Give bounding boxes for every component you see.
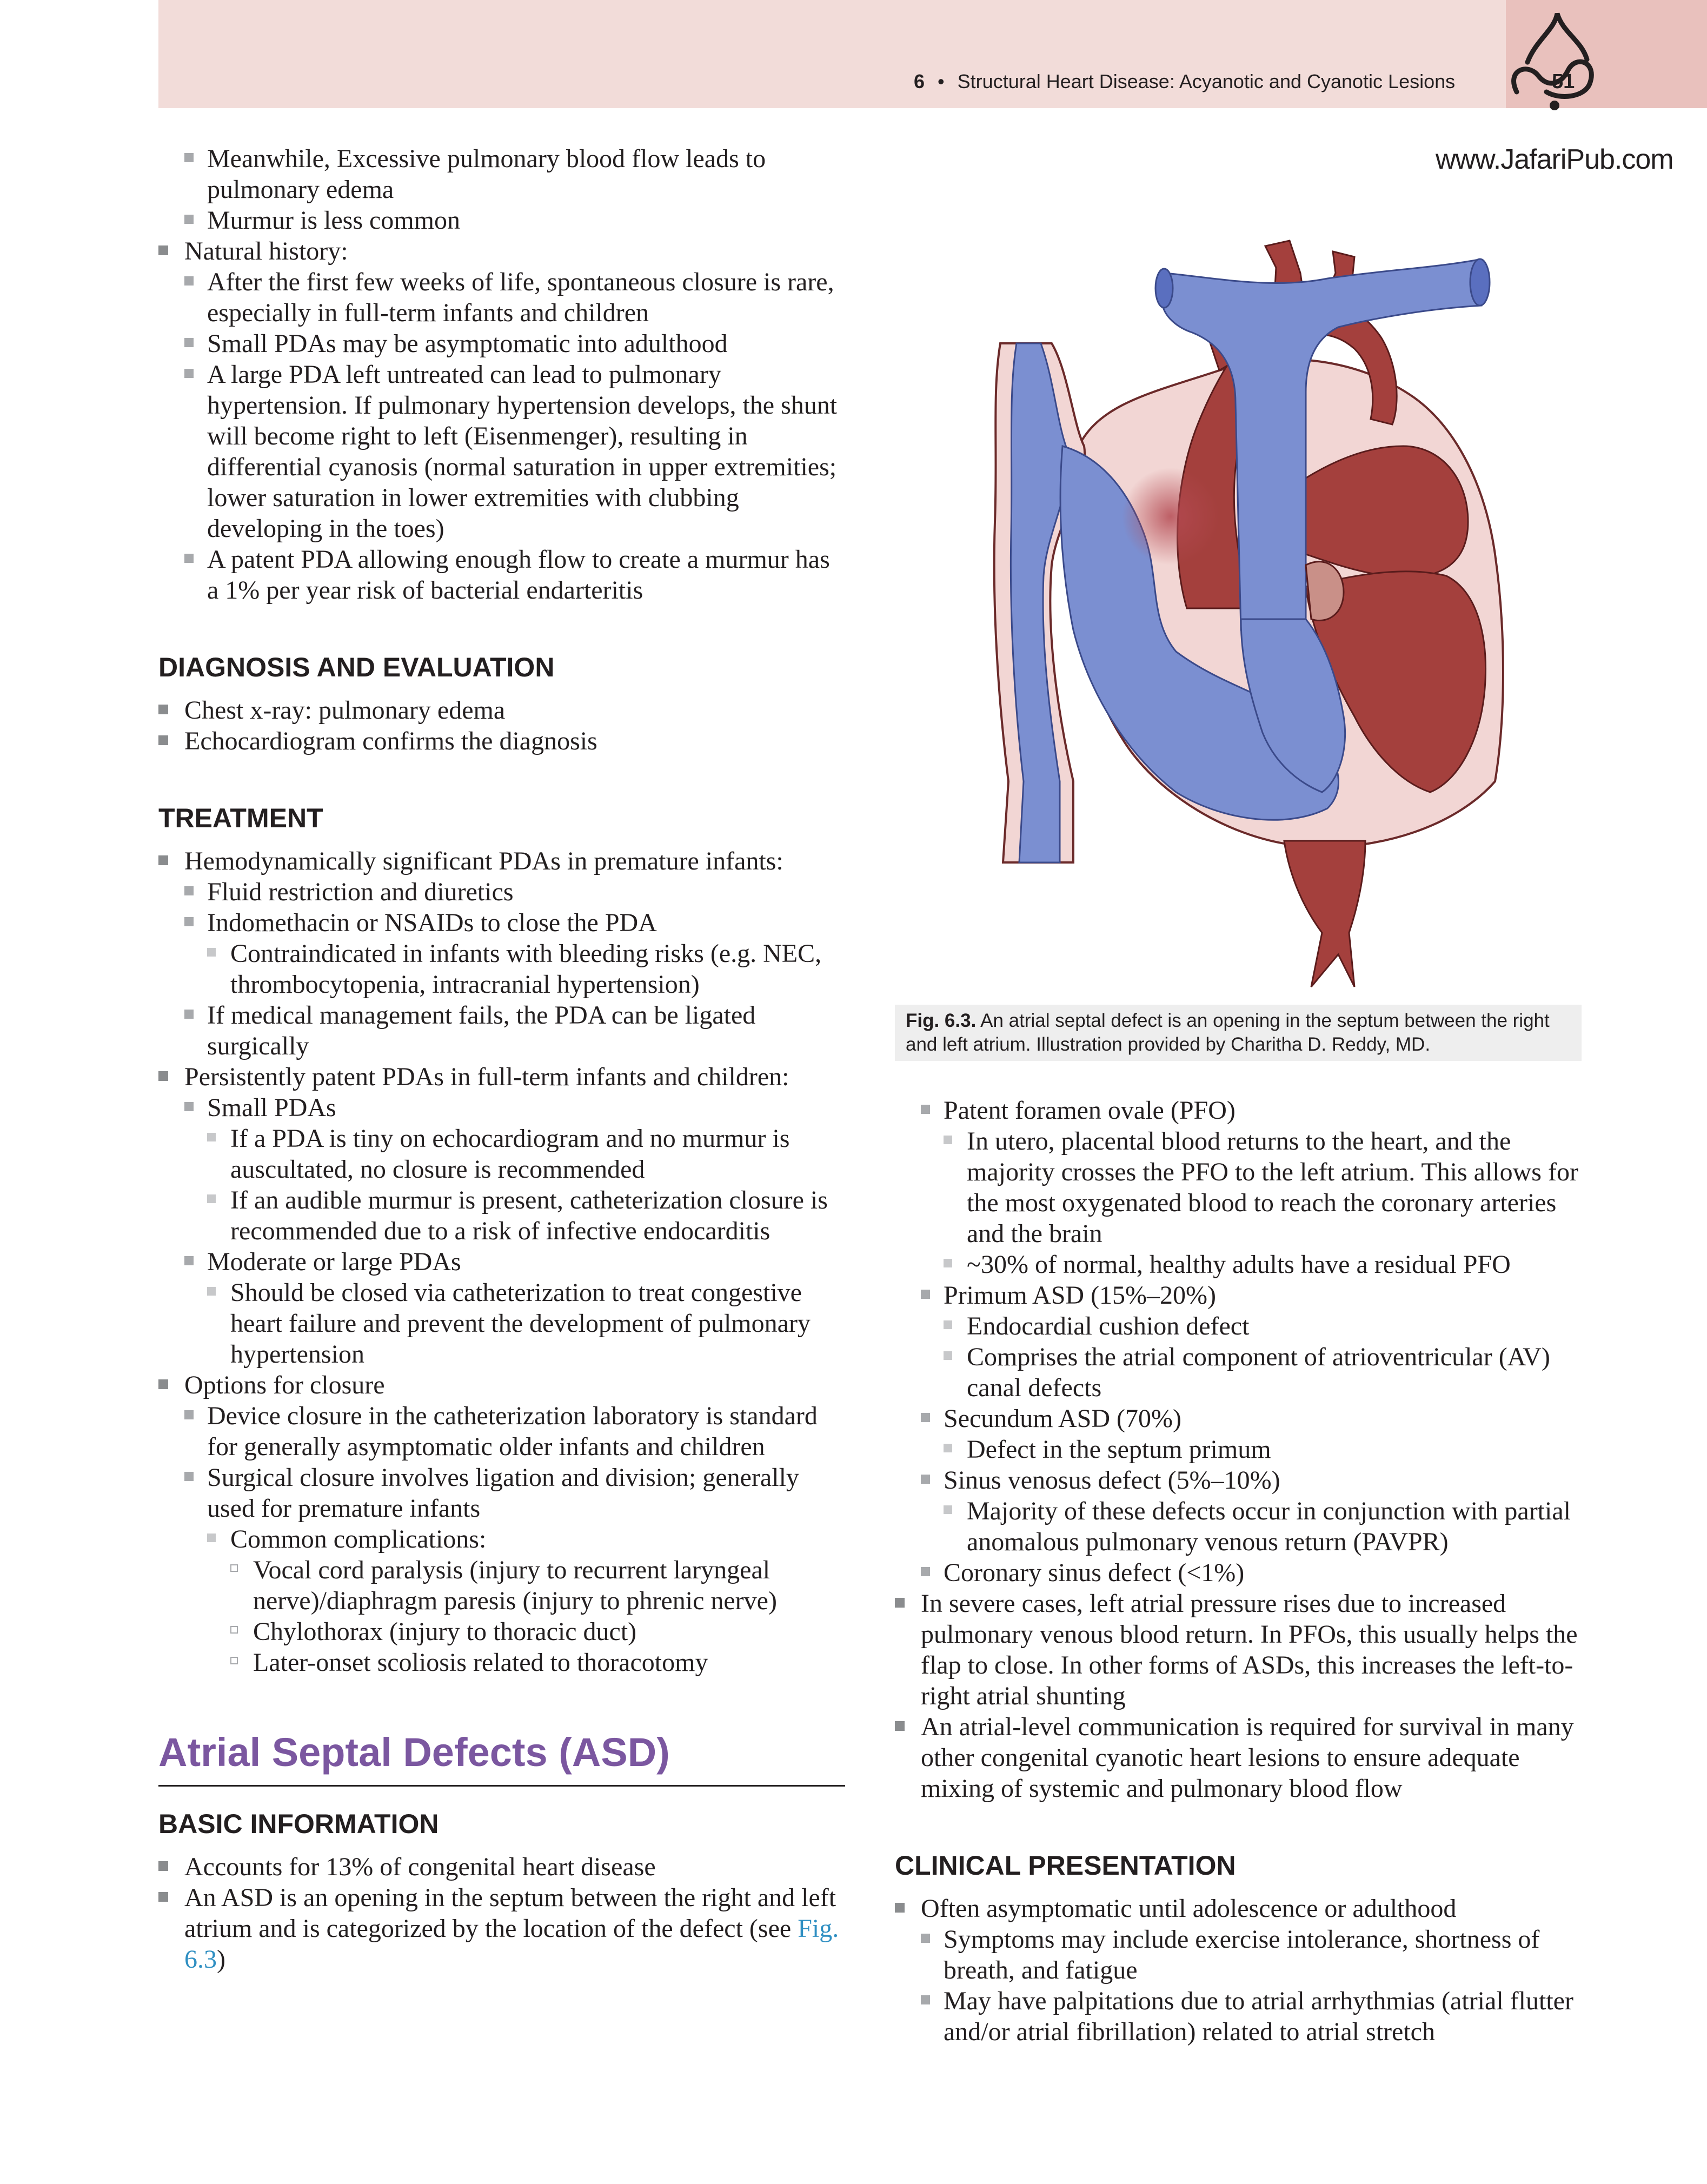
list-item — [158, 1524, 845, 1555]
list-item — [158, 236, 845, 267]
bullet-icon — [921, 1105, 930, 1114]
figure-caption-text: An atrial septal defect is an opening in the septum between the right and left atrium. Illustration provided by Charitha D. Reddy, MD. — [906, 1010, 1550, 1055]
bullet-icon — [158, 705, 168, 714]
list-item — [158, 359, 845, 544]
bullet-icon — [184, 1102, 194, 1111]
list-item — [158, 1000, 845, 1061]
list-item-text: Small PDAs may be asymptomatic into adulthood — [207, 329, 728, 358]
bullet-icon — [895, 1721, 905, 1731]
list-item — [158, 1647, 845, 1678]
heart-illustration — [895, 143, 1582, 1003]
list-item-text: Accounts for 13% of congenital heart disease — [184, 1853, 656, 1881]
list-item — [895, 1986, 1582, 2047]
list-item-text: A large PDA left untreated can lead to pulmonary hypertension. If pulmonary hypertension develops, the shunt will become right to left (Eisenmenger), resulting in differential cyanosis (normal saturation in upper extremities; lower saturation in lower extremities with clubbing developing in the toes) — [207, 360, 838, 543]
asd-types-list — [895, 1095, 1582, 1804]
bullet-icon — [207, 1287, 216, 1296]
bullet-icon — [158, 1071, 168, 1081]
list-item — [158, 143, 845, 205]
list-item — [158, 1123, 845, 1185]
list-item-text: Meanwhile, Excessive pulmonary blood flow leads to pulmonary edema — [207, 144, 766, 204]
clinical-list — [895, 1893, 1582, 2047]
bullet-icon — [944, 1505, 952, 1514]
chapter-title: Structural Heart Disease: Acyanotic and Cyanotic Lesions — [957, 70, 1456, 92]
bullet-icon — [184, 338, 194, 347]
list-item-text: Common complications: — [230, 1525, 487, 1554]
list-item-text: Contraindicated in infants with bleeding risks (e.g. NEC, thrombocytopenia, intracranial hypertension) — [230, 939, 822, 999]
list-item-text: Comprises the atrial component of atrioventricular (AV) canal defects — [967, 1343, 1550, 1402]
bullet-icon — [158, 1379, 168, 1389]
list-item — [158, 267, 845, 328]
list-item — [895, 1465, 1582, 1496]
list-item — [158, 1555, 845, 1616]
watermark-url: www.JafariPub.com — [1436, 144, 1673, 175]
pda-natural-history-list — [158, 143, 845, 606]
list-item-text-end: ) — [217, 1945, 225, 1974]
list-item — [895, 1311, 1582, 1342]
bullet-icon — [184, 153, 194, 162]
list-item — [895, 1893, 1582, 1924]
list-item — [895, 1249, 1582, 1280]
list-item-text: ~30% of normal, healthy adults have a residual PFO — [967, 1250, 1511, 1279]
list-item — [895, 1588, 1582, 1711]
bullet-icon — [158, 1861, 168, 1871]
atrial-septal-defect — [1122, 468, 1219, 565]
list-item — [158, 907, 845, 938]
asd-heart-diagram — [895, 143, 1582, 1003]
pulmonary-artery-end — [1470, 259, 1490, 306]
list-item-text: Persistently patent PDAs in full-term infants and children: — [184, 1063, 789, 1091]
list-item-text: Hemodynamically significant PDAs in premature infants: — [184, 847, 783, 875]
list-item-text: Natural history: — [184, 237, 348, 265]
list-item-text: Secundum ASD (70%) — [944, 1404, 1181, 1433]
list-item-text: Chest x-ray: pulmonary edema — [184, 696, 506, 725]
list-item — [895, 1434, 1582, 1465]
list-item — [158, 877, 845, 907]
bullet-icon — [921, 1934, 930, 1943]
bullet-icon — [921, 1567, 930, 1576]
list-item — [158, 1246, 845, 1277]
basic-info-heading: BASIC INFORMATION — [158, 1809, 439, 1839]
list-item — [158, 846, 845, 877]
bullet-icon — [184, 276, 194, 286]
bullet-icon — [895, 1903, 905, 1913]
list-item — [895, 1496, 1582, 1557]
bullet-icon — [921, 1475, 930, 1484]
list-item — [895, 1924, 1582, 1986]
bullet-icon — [184, 554, 194, 563]
bullet-icon — [184, 1256, 194, 1265]
diagnosis-list — [158, 695, 845, 756]
list-item-text: Surgical closure involves ligation and division; generally used for premature infants — [207, 1463, 799, 1523]
list-item — [158, 205, 845, 236]
list-item-text: Later-onset scoliosis related to thoracotomy — [253, 1648, 708, 1677]
header-separator: • — [938, 70, 945, 92]
list-item — [158, 1092, 845, 1123]
list-item — [158, 1882, 845, 1975]
list-item — [158, 938, 845, 1000]
bullet-icon — [158, 735, 168, 745]
list-item-text: Chylothorax (injury to thoracic duct) — [253, 1617, 637, 1646]
bullet-icon — [921, 1290, 930, 1299]
list-item — [158, 328, 845, 359]
list-item-text: An atrial-level communication is required for survival in many other congenital cyanotic heart lesions to ensure adequate mixing of systemic and pulmonary blood flow — [921, 1712, 1574, 1803]
list-item — [158, 1400, 845, 1462]
list-item-text: If a PDA is tiny on echocardiogram and no murmur is auscultated, no closure is recommended — [230, 1124, 790, 1184]
figure-link[interactable]: Fig. 6.3 — [184, 1914, 839, 1974]
bullet-icon — [944, 1320, 952, 1329]
list-item — [895, 1403, 1582, 1434]
bullet-icon — [921, 1995, 930, 2004]
list-item-text: In utero, placental blood returns to the heart, and the majority crosses the PFO to the left atrium. This allows for the most oxygenated blood to reach the coronary arteries and the brain — [967, 1127, 1578, 1248]
list-item — [158, 1185, 845, 1246]
basic-info-list — [158, 1851, 845, 1975]
treatment-heading: TREATMENT — [158, 803, 323, 833]
list-item — [895, 1280, 1582, 1311]
bullet-icon — [207, 1194, 216, 1203]
list-item — [895, 1711, 1582, 1804]
bullet-icon — [184, 1010, 194, 1019]
list-item — [158, 544, 845, 606]
left-column — [158, 143, 845, 1975]
bullet-icon — [944, 1136, 952, 1144]
list-item-text: Endocardial cushion defect — [967, 1312, 1250, 1340]
list-item-text: A patent PDA allowing enough flow to create a murmur has a 1% per year risk of bacterial endarteritis — [207, 545, 830, 605]
list-item — [158, 1851, 845, 1882]
bullet-icon — [944, 1351, 952, 1360]
list-item — [895, 1342, 1582, 1403]
list-item-text: May have palpitations due to atrial arrhythmias (atrial flutter and/or atrial fibrillation) related to atrial stretch — [944, 1987, 1573, 2046]
list-item — [895, 1095, 1582, 1126]
list-item-text: Defect in the septum primum — [967, 1435, 1271, 1464]
bullet-icon — [944, 1444, 952, 1452]
list-item-text: If an audible murmur is present, catheterization closure is recommended due to a risk of infective endocarditis — [230, 1186, 828, 1245]
bullet-icon — [944, 1259, 952, 1267]
list-item — [158, 1616, 845, 1647]
bullet-icon — [184, 369, 194, 378]
figure-label: Fig. 6.3. — [906, 1010, 977, 1031]
list-item-text: Murmur is less common — [207, 206, 460, 235]
list-item-text: Symptoms may include exercise intolerance, shortness of breath, and fatigue — [944, 1925, 1540, 1984]
bullet-icon — [158, 245, 168, 255]
descending-aorta — [1284, 841, 1365, 987]
right-column — [895, 1095, 1582, 2047]
chapter-number: 6 — [914, 70, 925, 92]
list-item-text: Should be closed via catheterization to treat congestive heart failure and prevent the development of pulmonary hypertension — [230, 1278, 811, 1369]
bullet-icon — [895, 1598, 905, 1608]
list-item-text: Indomethacin or NSAIDs to close the PDA — [207, 908, 657, 937]
list-item-text: Device closure in the catheterization laboratory is standard for generally asymptomatic older infants and children — [207, 1402, 818, 1461]
list-item-text: In severe cases, left atrial pressure rises due to increased pulmonary venous blood return. In PFOs, this usually helps the flap to close. In other forms of ASDs, this increases the left-to-right atrial shunting — [921, 1589, 1578, 1710]
bullet-icon — [207, 1534, 216, 1542]
list-item — [895, 1126, 1582, 1249]
list-item-text: Options for closure — [184, 1371, 385, 1399]
list-item — [158, 1462, 845, 1524]
list-item — [158, 1061, 845, 1092]
list-item-text: Moderate or large PDAs — [207, 1247, 461, 1276]
list-item-text: Patent foramen ovale (PFO) — [944, 1096, 1236, 1125]
figure-caption — [895, 1005, 1582, 1061]
bullet-icon — [184, 1410, 194, 1419]
list-item-text: Majority of these defects occur in conjunction with partial anomalous pulmonary venous return (PAVPR) — [967, 1497, 1571, 1556]
list-item — [158, 726, 845, 756]
bullet-icon — [921, 1413, 930, 1422]
asd-section-heading: Atrial Septal Defects (ASD) — [158, 1730, 670, 1775]
diagnosis-heading: DIAGNOSIS AND EVALUATION — [158, 652, 555, 682]
bullet-icon — [158, 1892, 168, 1902]
bullet-icon — [230, 1657, 238, 1664]
bullet-icon — [184, 886, 194, 895]
page-number: 51 — [1552, 70, 1575, 93]
list-item-text: Coronary sinus defect (<1%) — [944, 1558, 1245, 1587]
clinical-heading: CLINICAL PRESENTATION — [895, 1850, 1236, 1881]
list-item — [158, 1277, 845, 1370]
list-item — [158, 695, 845, 726]
pulmonary-artery-left-end — [1155, 269, 1173, 308]
bullet-icon — [184, 917, 194, 926]
list-item-text: Sinus venosus defect (5%–10%) — [944, 1466, 1280, 1495]
treatment-list — [158, 846, 845, 1678]
bullet-icon — [207, 948, 216, 957]
list-item-text: Small PDAs — [207, 1093, 336, 1122]
running-head — [914, 70, 1455, 93]
list-item-text: Primum ASD (15%–20%) — [944, 1281, 1216, 1310]
list-item — [895, 1557, 1582, 1588]
list-item-text: If medical management fails, the PDA can be ligated surgically — [207, 1001, 756, 1060]
list-item-text: Fluid restriction and diuretics — [207, 878, 514, 906]
bullet-icon — [230, 1626, 238, 1634]
list-item-text: Often asymptomatic until adolescence or adulthood — [921, 1894, 1457, 1923]
bullet-icon — [184, 1472, 194, 1481]
bullet-icon — [158, 855, 168, 865]
list-item-text: Echocardiogram confirms the diagnosis — [184, 727, 597, 755]
list-item — [158, 1370, 845, 1400]
publisher-logo-icon — [1495, 11, 1614, 114]
list-item-text: After the first few weeks of life, spontaneous closure is rare, especially in full-term infants and children — [207, 268, 834, 327]
bullet-icon — [207, 1133, 216, 1141]
bullet-icon — [184, 215, 194, 224]
bullet-icon — [230, 1564, 238, 1572]
list-item-text: Vocal cord paralysis (injury to recurrent laryngeal nerve)/diaphragm paresis (injury to phrenic nerve) — [253, 1556, 777, 1615]
list-item-text: An ASD is an opening in the septum between the right and left atrium and is categorized by the location of the defect (see — [184, 1883, 836, 1943]
